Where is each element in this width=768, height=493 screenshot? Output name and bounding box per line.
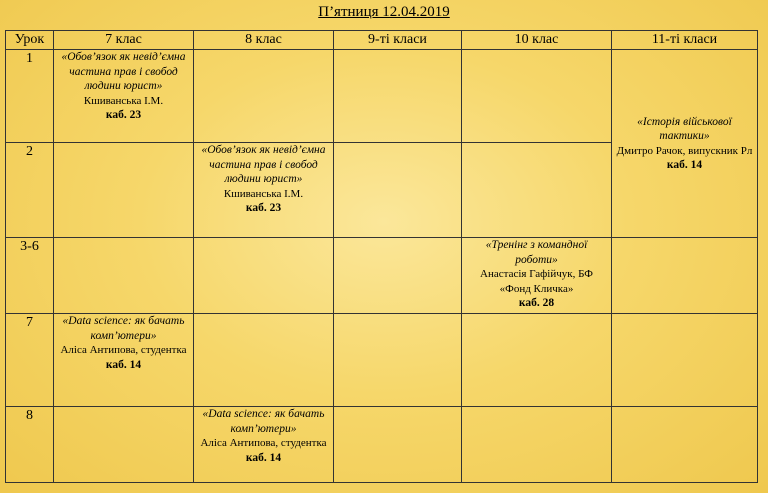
header-grade-8: 8 клас [194, 31, 334, 50]
header-grade-10: 10 клас [462, 31, 612, 50]
room-number: каб. 23 [105, 109, 142, 121]
lesson-number: 8 [6, 407, 54, 483]
header-grade-9: 9-ті класи [334, 31, 462, 50]
room-number: каб. 23 [245, 202, 282, 214]
teacher-name: Анастасія Гафійчук, БФ «Фонд Кличка» [480, 268, 593, 295]
teacher-name: Кшиванська І.М. [223, 187, 304, 200]
teacher-name: Аліса Антипова, студентка [60, 344, 187, 356]
empty-cell [194, 50, 334, 143]
room-number: каб. 28 [518, 297, 555, 309]
schedule-table [5, 30, 758, 483]
empty-cell [462, 314, 612, 407]
subject-title: «Тренінг з командної роботи» [485, 239, 588, 266]
lesson-cell [54, 50, 194, 143]
teacher-name: Аліса Антипова, студентка [200, 437, 327, 449]
table-row [6, 238, 758, 314]
lesson-cell [194, 143, 334, 238]
subject-title: «Data science: як бачать комп’ютери» [62, 315, 185, 342]
subject-title: «Історія військової тактики» [637, 115, 732, 142]
empty-cell [334, 238, 462, 314]
empty-cell [334, 143, 462, 238]
lesson-cell [612, 50, 758, 238]
header-row [6, 31, 758, 50]
empty-cell [462, 143, 612, 238]
table-row [6, 314, 758, 407]
empty-cell [334, 407, 462, 483]
table-row [6, 50, 758, 143]
empty-cell [334, 314, 462, 407]
table-row [6, 407, 758, 483]
lesson-number: 1 [6, 50, 54, 143]
empty-cell [54, 143, 194, 238]
room-number: каб. 14 [105, 358, 142, 371]
header-grade-7: 7 клас [54, 31, 194, 50]
subject-title: «Data science: як бачать комп’ютери» [202, 408, 325, 435]
lesson-cell [462, 238, 612, 314]
subject-title: «Обов’язок як невід’ємна частина прав і свобод людини юрист» [201, 144, 326, 185]
lesson-cell [54, 314, 194, 407]
empty-cell [334, 50, 462, 143]
empty-cell [612, 314, 758, 407]
teacher-name: Кшиванська І.М. [83, 94, 164, 107]
header-grade-11: 11-ті класи [612, 31, 758, 50]
empty-cell [194, 314, 334, 407]
empty-cell [54, 407, 194, 483]
room-number: каб. 14 [245, 451, 282, 464]
lesson-number: 7 [6, 314, 54, 407]
empty-cell [612, 238, 758, 314]
teacher-name: Дмитро Рачок, випускник Рл [616, 144, 753, 157]
page-title: П’ятниця 12.04.2019 [318, 4, 450, 20]
lesson-cell [194, 407, 334, 483]
header-lesson: Урок [6, 31, 54, 50]
empty-cell [462, 407, 612, 483]
lesson-number: 3-6 [6, 238, 54, 314]
empty-cell [612, 407, 758, 483]
room-number: каб. 14 [666, 159, 703, 171]
subject-title: «Обов’язок як невід’ємна частина прав і свобод людини юрист» [61, 51, 186, 92]
lesson-number: 2 [6, 143, 54, 238]
empty-cell [462, 50, 612, 143]
empty-cell [194, 238, 334, 314]
empty-cell [54, 238, 194, 314]
